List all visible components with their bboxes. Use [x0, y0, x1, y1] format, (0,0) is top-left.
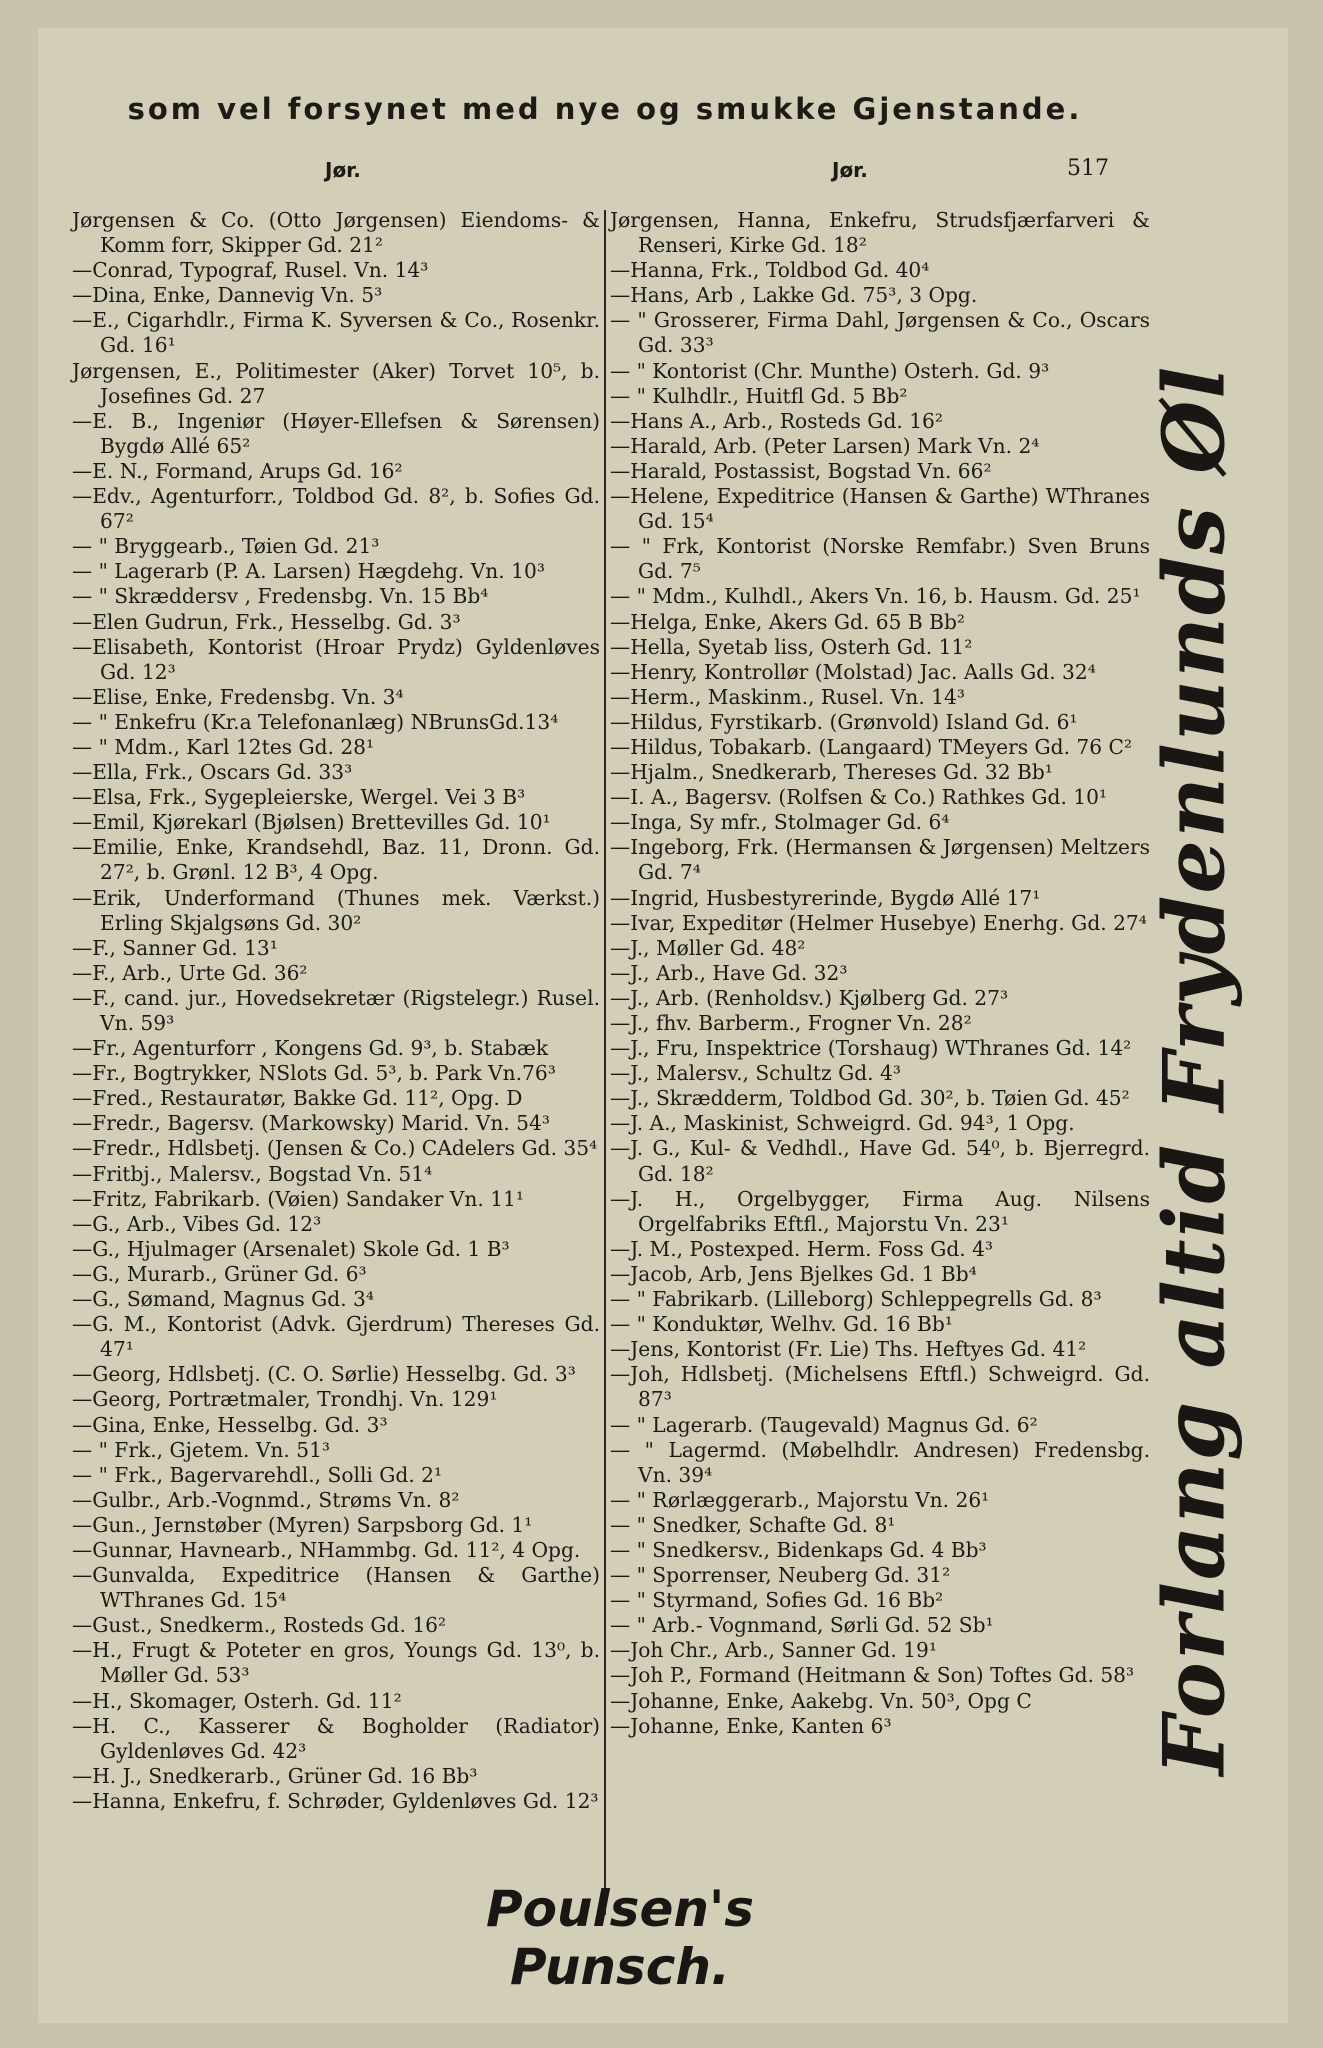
directory-entry: —Hans A., Arb., Rosteds Gd. 16² — [610, 408, 943, 433]
right-column-head: Jør. — [832, 158, 868, 182]
directory-entry: —Elen Gudrun, Frk., Hesselbg. Gd. 3³ — [72, 609, 461, 634]
directory-entry: —Erik, Underformand (Thunes mek. Værkst.) Erling Skjalgsøns Gd. 30² — [72, 885, 600, 935]
bottom-advertisement: Poulsen's Punsch. — [485, 1880, 755, 1996]
directory-entry: —E., Cigarhdlr., Firma K. Syversen & Co., Rosenkr. Gd. 16¹ — [72, 308, 600, 358]
directory-entry: — " Lagermd. (Møbelhdlr. Andresen) Fredensbg. Vn. 39⁴ — [610, 1437, 1150, 1487]
directory-entry: —J. G., Kul- & Vedhdl., Have Gd. 54⁰, b. Bjerregrd. Gd. 18² — [610, 1136, 1150, 1186]
directory-entry: —H., Frugt & Poteter en gros, Youngs Gd. 13⁰, b. Møller Gd. 53³ — [72, 1638, 600, 1688]
directory-entry: —Hildus, Tobakarb. (Langaard) TMeyers Gd. 76 C² — [610, 734, 1133, 759]
directory-entry: —Fritz, Fabrikarb. (Vøien) Sandaker Vn. 11¹ — [72, 1186, 524, 1211]
right-column — [610, 208, 1150, 1739]
side-advertisement: Forlang altid Frydenlunds Øl — [1144, 364, 1244, 1776]
directory-entry: —Elsa, Frk., Sygepleierske, Wergel. Vei 3 B³ — [72, 785, 526, 810]
directory-entry: —Elisabeth, Kontorist (Hroar Prydz) Gyldenløves Gd. 12³ — [72, 634, 600, 684]
directory-entry: —F., Arb., Urte Gd. 36² — [72, 960, 308, 985]
directory-entry: — " Enkefru (Kr.a Telefonanlæg) NBrunsGd.13⁴ — [72, 709, 559, 734]
directory-entry: — " Kulhdlr., Huitfl Gd. 5 Bb² — [610, 383, 908, 408]
directory-entry: —Georg, Portrætmaler, Trondhj. Vn. 129¹ — [72, 1387, 498, 1412]
directory-entry: —Hanna, Enkefru, f. Schrøder, Gyldenløves Gd. 12³ — [72, 1788, 599, 1813]
directory-entry: — " Konduktør, Welhv. Gd. 16 Bb¹ — [610, 1312, 953, 1337]
directory-entry: —J. A., Maskinist, Schweigrd. Gd. 94³, 1 Opg. — [610, 1111, 1075, 1136]
page-number: 517 — [1067, 156, 1109, 181]
directory-entry: — " Bryggearb., Tøien Gd. 21³ — [72, 534, 380, 559]
directory-entry: —Johanne, Enke, Aakebg. Vn. 50³, Opg C — [610, 1688, 1032, 1713]
directory-entry: —Henry, Kontrollør (Molstad) Jac. Aalls Gd. 32⁴ — [610, 659, 1096, 684]
directory-entry: —Conrad, Typograf, Rusel. Vn. 14³ — [72, 258, 429, 283]
directory-entry: —Emilie, Enke, Krandsehdl, Baz. 11, Dronn. Gd. 27², b. Grønl. 12 B³, 4 Opg. — [72, 835, 600, 885]
directory-entry: —Ivar, Expeditør (Helmer Husebye) Enerhg. Gd. 27⁴ — [610, 910, 1147, 935]
directory-entry: — " Arb.- Vognmand, Sørli Gd. 52 Sb¹ — [610, 1613, 994, 1638]
directory-entry: Jørgensen & Co. (Otto Jørgensen) Eiendoms- & Komm forr, Skipper Gd. 21² — [72, 208, 600, 258]
directory-entry: —Fritbj., Malersv., Bogstad Vn. 51⁴ — [72, 1161, 433, 1186]
directory-entry: — " Frk, Kontorist (Norske Remfabr.) Sven Bruns Gd. 7⁵ — [610, 534, 1150, 584]
directory-entry: —Hella, Syetab liss, Osterh Gd. 11² — [610, 634, 973, 659]
directory-entry: —Joh Chr., Arb., Sanner Gd. 19¹ — [610, 1638, 937, 1663]
directory-entry: — " Kontorist (Chr. Munthe) Osterh. Gd. 9³ — [610, 358, 1050, 383]
directory-entry: —G., Murarb., Grüner Gd. 6³ — [72, 1261, 367, 1286]
directory-entry: —Gust., Snedkerm., Rosteds Gd. 16² — [72, 1613, 447, 1638]
directory-entry: —Helene, Expeditrice (Hansen & Garthe) WThranes Gd. 15⁴ — [610, 484, 1150, 534]
directory-entry: —E. N., Formand, Arups Gd. 16² — [72, 458, 403, 483]
directory-entry: —Georg, Hdlsbetj. (C. O. Sørlie) Hesselbg. Gd. 3³ — [72, 1362, 576, 1387]
directory-entry: — " Mdm., Karl 12tes Gd. 28¹ — [72, 734, 375, 759]
directory-entry: —Fred., Restauratør, Bakke Gd. 11², Opg. D — [72, 1086, 523, 1111]
directory-entry: — " Snedkersv., Bidenkaps Gd. 4 Bb³ — [610, 1537, 987, 1562]
directory-entry: — " Lagerarb (P. A. Larsen) Hægdehg. Vn. 10³ — [72, 559, 545, 584]
directory-entry: —H., Skomager, Osterh. Gd. 11² — [72, 1688, 402, 1713]
directory-entry: —J. H., Orgelbygger, Firma Aug. Nilsens Orgelfabriks Eftfl., Majorstu Vn. 23¹ — [610, 1186, 1150, 1236]
directory-entry: —Helga, Enke, Akers Gd. 65 B Bb² — [610, 609, 966, 634]
directory-entry: —H. J., Snedkerarb., Grüner Gd. 16 Bb³ — [72, 1763, 478, 1788]
directory-entry: —Ella, Frk., Oscars Gd. 33³ — [72, 760, 353, 785]
directory-entry: — " Frk., Gjetem. Vn. 51³ — [72, 1437, 331, 1462]
directory-entry: —Fr., Bogtrykker, NSlots Gd. 5³, b. Park Vn.76³ — [72, 1061, 556, 1086]
directory-entry: — " Snedker, Schafte Gd. 8¹ — [610, 1512, 896, 1537]
directory-entry: —Fredr., Hdlsbetj. (Jensen & Co.) CAdelers Gd. 35⁴ — [72, 1136, 598, 1161]
directory-entry: —G., Hjulmager (Arsenalet) Skole Gd. 1 B³ — [72, 1236, 510, 1261]
directory-entry: —F., cand. jur., Hovedsekretær (Rigstelegr.) Rusel. Vn. 59³ — [72, 985, 600, 1035]
directory-entry: —Hjalm., Snedkerarb, Thereses Gd. 32 Bb¹ — [610, 760, 1053, 785]
directory-entry: —Ingeborg, Frk. (Hermansen & Jørgensen) Meltzers Gd. 7⁴ — [610, 835, 1150, 885]
directory-entry: —Gunnar, Havnearb., NHammbg. Gd. 11², 4 Opg. — [72, 1537, 581, 1562]
top-banner: som vel forsynet med nye og smukke Gjenstande. — [127, 92, 1083, 126]
directory-entry: —E. B., Ingeniør (Høyer-Ellefsen & Sørensen) Bygdø Allé 65² — [72, 408, 600, 458]
directory-entry: —Harald, Arb. (Peter Larsen) Mark Vn. 2⁴ — [610, 433, 1040, 458]
directory-entry: —Fredr., Bagersv. (Markowsky) Marid. Vn. 54³ — [72, 1111, 550, 1136]
directory-entry: —Edv., Agenturforr., Toldbod Gd. 8², b. Sofies Gd. 67² — [72, 484, 600, 534]
directory-entry: —Jacob, Arb, Jens Bjelkes Gd. 1 Bb⁴ — [610, 1261, 977, 1286]
directory-entry: —G., Sømand, Magnus Gd. 3⁴ — [72, 1287, 374, 1312]
directory-entry: —Gun., Jernstøber (Myren) Sarpsborg Gd. 1¹ — [72, 1512, 533, 1537]
directory-entry: — " Lagerarb. (Taugevald) Magnus Gd. 6² — [610, 1412, 1038, 1437]
directory-entry: —J., Skrædderm, Toldbod Gd. 30², b. Tøien Gd. 45² — [610, 1086, 1130, 1111]
left-column-head: Jør. — [325, 158, 361, 182]
directory-entry: —G. M., Kontorist (Advk. Gjerdrum) Thereses Gd. 47¹ — [72, 1312, 600, 1362]
directory-entry: —J., Arb. (Renholdsv.) Kjølberg Gd. 27³ — [610, 985, 1009, 1010]
directory-entry: — " Rørlæggerarb., Majorstu Vn. 26¹ — [610, 1487, 990, 1512]
directory-entry: —Fr., Agenturforr , Kongens Gd. 9³, b. Stabæk — [72, 1036, 549, 1061]
directory-entry: —Dina, Enke, Dannevig Vn. 5³ — [72, 283, 383, 308]
directory-entry: — " Skræddersv , Fredensbg. Vn. 15 Bb⁴ — [72, 584, 489, 609]
directory-entry: —Harald, Postassist, Bogstad Vn. 66² — [610, 458, 992, 483]
left-column — [72, 208, 600, 1814]
directory-entry: —Hanna, Frk., Toldbod Gd. 40⁴ — [610, 258, 930, 283]
directory-entry: — " Grosserer, Firma Dahl, Jørgensen & Co., Oscars Gd. 33³ — [610, 308, 1150, 358]
directory-entry: —Jens, Kontorist (Fr. Lie) Ths. Heftyes Gd. 41² — [610, 1337, 1087, 1362]
directory-entry: —J., Malersv., Schultz Gd. 4³ — [610, 1061, 901, 1086]
directory-entry: —Herm., Maskinm., Rusel. Vn. 14³ — [610, 684, 965, 709]
directory-entry: —H. C., Kasserer & Bogholder (Radiator) Gyldenløves Gd. 42³ — [72, 1713, 600, 1763]
directory-entry: —G., Arb., Vibes Gd. 12³ — [72, 1211, 322, 1236]
directory-entry: — " Mdm., Kulhdl., Akers Vn. 16, b. Hausm. Gd. 25¹ — [610, 584, 1141, 609]
directory-entry: —Hildus, Fyrstikarb. (Grønvold) Island Gd. 6¹ — [610, 709, 1078, 734]
directory-entry: —J. M., Postexped. Herm. Foss Gd. 4³ — [610, 1236, 994, 1261]
directory-entry: —J., Arb., Have Gd. 32³ — [610, 960, 848, 985]
directory-entry: — " Sporrenser, Neuberg Gd. 31² — [610, 1563, 951, 1588]
directory-entry: —Hans, Arb , Lakke Gd. 75³, 3 Opg. — [610, 283, 978, 308]
directory-entry: Jørgensen, Hanna, Enkefru, Strudsfjærfarveri & Renseri, Kirke Gd. 18² — [610, 208, 1150, 258]
directory-entry: —Gina, Enke, Hesselbg. Gd. 3³ — [72, 1412, 388, 1437]
directory-entry: —J., Møller Gd. 48² — [610, 935, 806, 960]
directory-entry: —Gulbr., Arb.-Vognmd., Strøms Vn. 8² — [72, 1487, 460, 1512]
directory-entry: —J., Fru, Inspektrice (Torshaug) WThranes Gd. 14² — [610, 1036, 1132, 1061]
directory-entry: — " Fabrikarb. (Lilleborg) Schleppegrells Gd. 8³ — [610, 1287, 1102, 1312]
directory-entry: —Inga, Sy mfr., Stolmager Gd. 6⁴ — [610, 810, 950, 835]
directory-entry: —I. A., Bagersv. (Rolfsen & Co.) Rathkes Gd. 10¹ — [610, 785, 1108, 810]
directory-entry: —F., Sanner Gd. 13¹ — [72, 935, 278, 960]
directory-entry: —Elise, Enke, Fredensbg. Vn. 3⁴ — [72, 684, 404, 709]
column-divider — [604, 210, 606, 1915]
directory-entry: —Emil, Kjørekarl (Bjølsen) Brettevilles Gd. 10¹ — [72, 810, 551, 835]
directory-entry: —Joh, Hdlsbetj. (Michelsens Eftfl.) Schweigrd. Gd. 87³ — [610, 1362, 1150, 1412]
directory-entry: Jørgensen, E., Politimester (Aker) Torvet 10⁵, b. Josefines Gd. 27 — [72, 358, 600, 408]
directory-entry: —Johanne, Enke, Kanten 6³ — [610, 1713, 892, 1738]
directory-entry: — " Frk., Bagervarehdl., Solli Gd. 2¹ — [72, 1462, 443, 1487]
directory-entry: —J., fhv. Barberm., Frogner Vn. 28² — [610, 1011, 972, 1035]
directory-entry: —Gunvalda, Expeditrice (Hansen & Garthe) WThranes Gd. 15⁴ — [72, 1563, 600, 1613]
directory-entry: — " Styrmand, Sofies Gd. 16 Bb² — [610, 1588, 944, 1613]
directory-entry: —Joh P., Formand (Heitmann & Son) Toftes Gd. 58³ — [610, 1663, 1135, 1688]
directory-entry: —Ingrid, Husbestyrerinde, Bygdø Allé 17¹ — [610, 885, 1041, 910]
